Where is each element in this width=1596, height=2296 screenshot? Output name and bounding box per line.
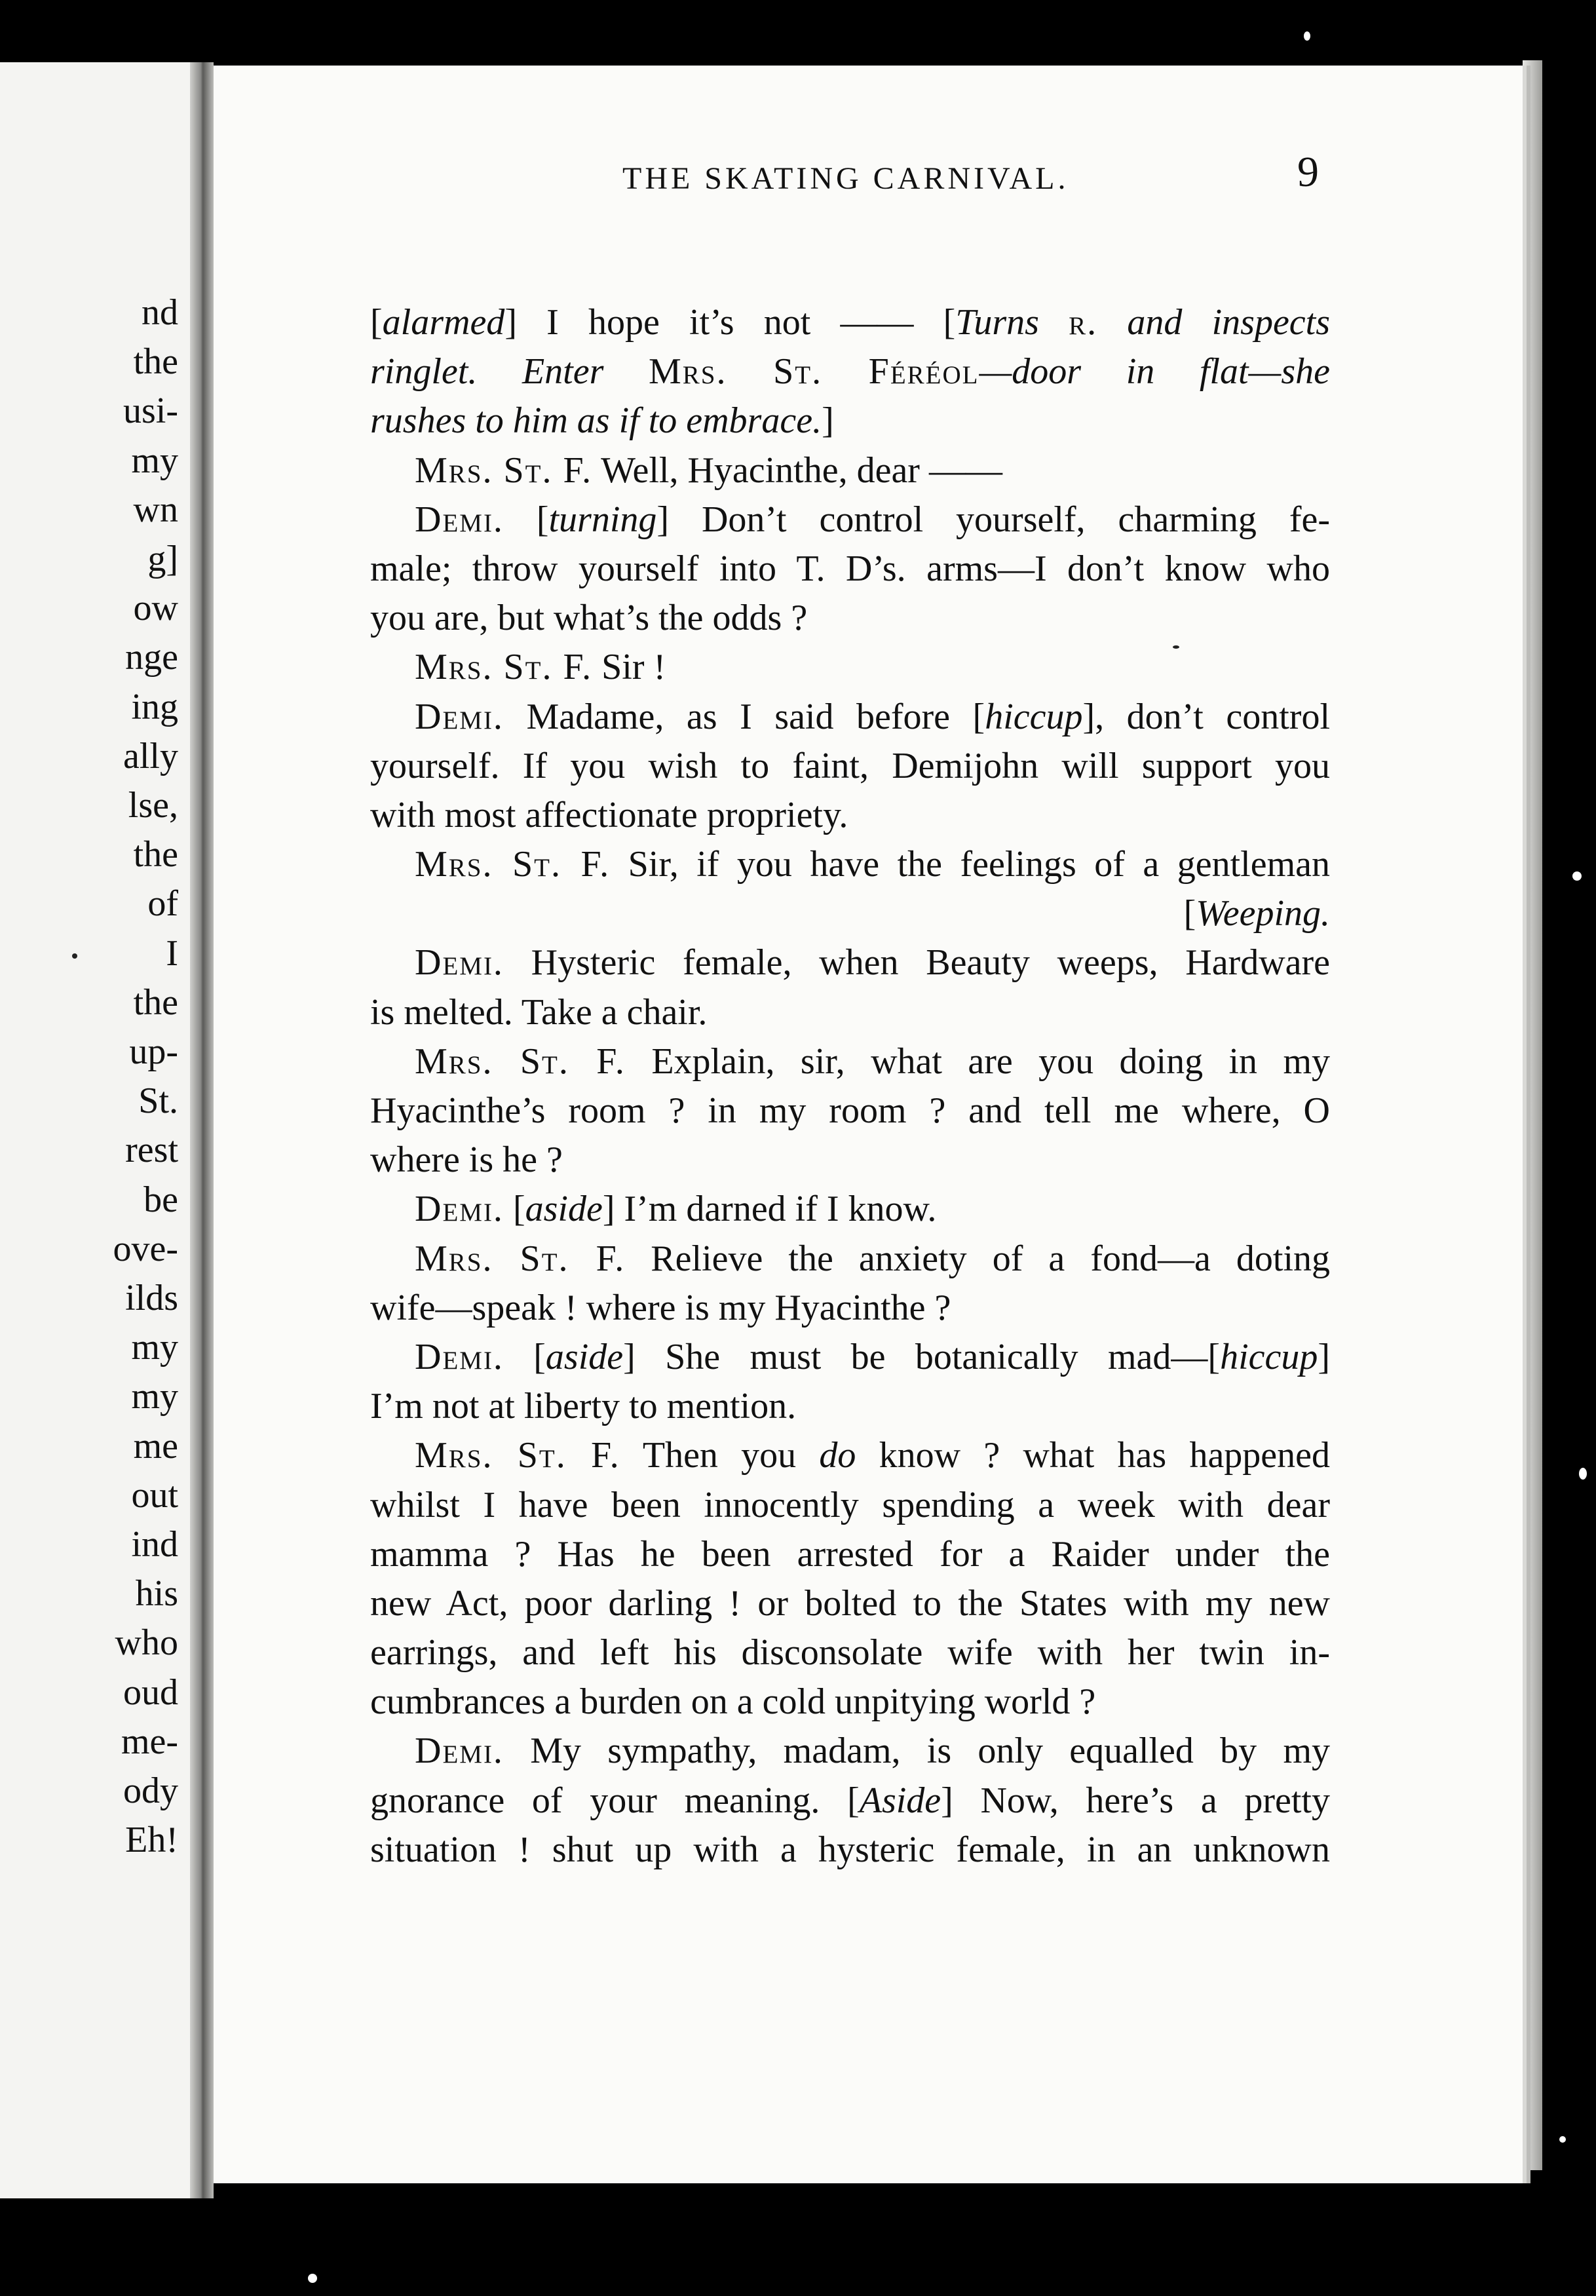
left-page-edge-line: my [131,1376,178,1417]
left-page-edge-line: nge [125,637,178,678]
scan-speck [1173,645,1179,649]
left-page-edge-line: lse, [128,785,178,826]
text-line: wife—speak ! where is my Hyacinthe ? [370,1287,951,1328]
text-line: new Act, poor darling ! or bolted to the States with my new [370,1582,1330,1624]
scan-speck [1559,2136,1566,2143]
text-line: you are, but what’s the odds ? [370,598,808,639]
text-line: mamma ? Has he been arrested for a Raider under the [370,1533,1330,1575]
left-page-edge-line: Eh! [125,1820,178,1861]
text-line: Mrs. St. F. Relieve the anxiety of a fond—a doting [415,1238,1331,1279]
left-page-edge-line: ing [131,686,178,727]
left-page-edge-line: my [131,440,178,481]
running-head [406,147,1323,206]
text-line: cumbrances a burden on a cold unpitying world ? [370,1681,1096,1723]
text-line: Demi. [aside] I’m darned if I know. [415,1189,937,1230]
left-page-edge-line: up- [129,1031,178,1072]
text-line: Demi. Madame, as I said before [hiccup], don’t control [415,696,1331,737]
scan-speck [1579,1468,1587,1480]
left-page-edge-line: ilds [125,1278,178,1318]
text-line: Mrs. St. F. Explain, sir, what are you doing in my [415,1041,1331,1082]
text-line: male; throw yourself into T. D’s. arms—I don’t know who [370,548,1330,589]
left-page-edge-line: his [135,1573,178,1615]
text-line: Mrs. St. F. Then you do know ? what has happened [415,1435,1331,1476]
speaker-name: Mrs. St. F. [415,450,593,491]
speaker-name: Demi. [415,696,504,737]
left-page-edge-line: g] [147,539,178,579]
left-page-edge-line: ind [131,1524,178,1565]
speaker-name: Mrs. St. F. [415,1041,626,1082]
speaker-name: Mrs. St. F. [415,844,611,885]
text-line: [alarmed] I hope it’s not —— [Turns r. and inspects [370,302,1331,343]
left-page-edge-line: my [131,1327,178,1368]
left-page-edge-line: ally [123,735,178,776]
left-page-edge-line: who [115,1622,178,1664]
left-page-edge-line: rest [125,1130,178,1171]
text-line: I’m not at liberty to mention. [370,1386,797,1427]
left-page-edge-line: ody [123,1770,178,1811]
left-page-edge-line: me [133,1425,178,1466]
play-text [370,298,1330,1875]
scan-speck [72,953,77,959]
left-page-edge-line: St. [138,1081,178,1122]
speaker-name: Demi. [415,1189,504,1230]
text-line: Hyacinthe’s room ? in my room ? and tell me where, O [370,1090,1330,1131]
text-line: Mrs. St. F. Well, Hyacinthe, dear —— [415,450,1002,491]
text-line: Demi. My sympathy, madam, is only equalled by my [415,1731,1331,1772]
speaker-name: Demi. [415,1731,504,1772]
scan-speck [1304,31,1310,41]
page-number: 9 [1297,148,1319,196]
left-page-edge-line: I [166,932,178,974]
speaker-name: Mrs. St. F. [415,647,593,688]
text-line: Demi. [aside] She must be botanically mad—[hiccup] [415,1336,1330,1377]
left-page-edge-line: of [147,883,178,925]
text-line: where is he ? [370,1139,563,1181]
text-line: ringlet. Enter Mrs. St. Féréol—door in flat—she [370,351,1330,392]
left-page-fragment [0,62,190,2198]
text-line: with most affectionate propriety. [370,794,848,835]
text-line: is melted. Take a chair. [370,991,708,1033]
left-page-edge-line: nd [142,292,178,333]
scan-speck [1572,871,1582,881]
text-line: gnorance of your meaning. [Aside] Now, here’s a pretty [370,1780,1330,1821]
left-page-edge-line: the [133,341,178,383]
left-page-edge-line: be [143,1179,178,1220]
book-gutter [190,62,214,2198]
left-page-edge-line: ove- [113,1228,178,1269]
text-line: Demi. [turning] Don’t control yourself, charming fe- [415,499,1330,540]
speaker-name: Demi. [415,942,504,984]
text-line: rushes to him as if to embrace.] [370,400,834,442]
left-page-edge-line: the [133,834,178,875]
text-line: situation ! shut up with a hysteric female, in an unknown [370,1829,1330,1870]
left-page-edge-line: out [131,1474,178,1516]
speaker-name: Mrs. St. F. [415,1435,620,1476]
stage-direction: [Weeping. [1183,893,1330,934]
speaker-name: Mrs. St. F. [415,1238,626,1279]
speaker-name: Demi. [415,1336,504,1377]
text-line: Mrs. St. F. Sir ! [415,647,666,688]
text-line: Mrs. St. F. Sir, if you have the feelings of a gentleman [415,844,1330,885]
left-page-edge-line: ow [133,588,178,629]
text-line: whilst I have been innocently spending a week with dear [370,1484,1330,1525]
left-page-edge-line: wn [133,489,178,530]
left-page-edge-line: me- [121,1721,178,1762]
left-page-edge-line: the [133,982,178,1023]
left-page-edge-line: usi- [123,391,178,432]
text-line: Demi. Hysteric female, when Beauty weeps, Hardware [415,942,1330,984]
text-line: yourself. If you wish to faint, Demijohn will support you [370,745,1330,786]
text-line: earrings, and left his disconsolate wife with her twin in- [370,1632,1330,1674]
speaker-name: Demi. [415,499,504,540]
running-title: THE SKATING CARNIVAL. [622,161,1069,196]
scan-speck [308,2274,317,2283]
page-edge-shadow [1523,60,1542,2170]
left-page-edge-line: oud [123,1672,178,1713]
